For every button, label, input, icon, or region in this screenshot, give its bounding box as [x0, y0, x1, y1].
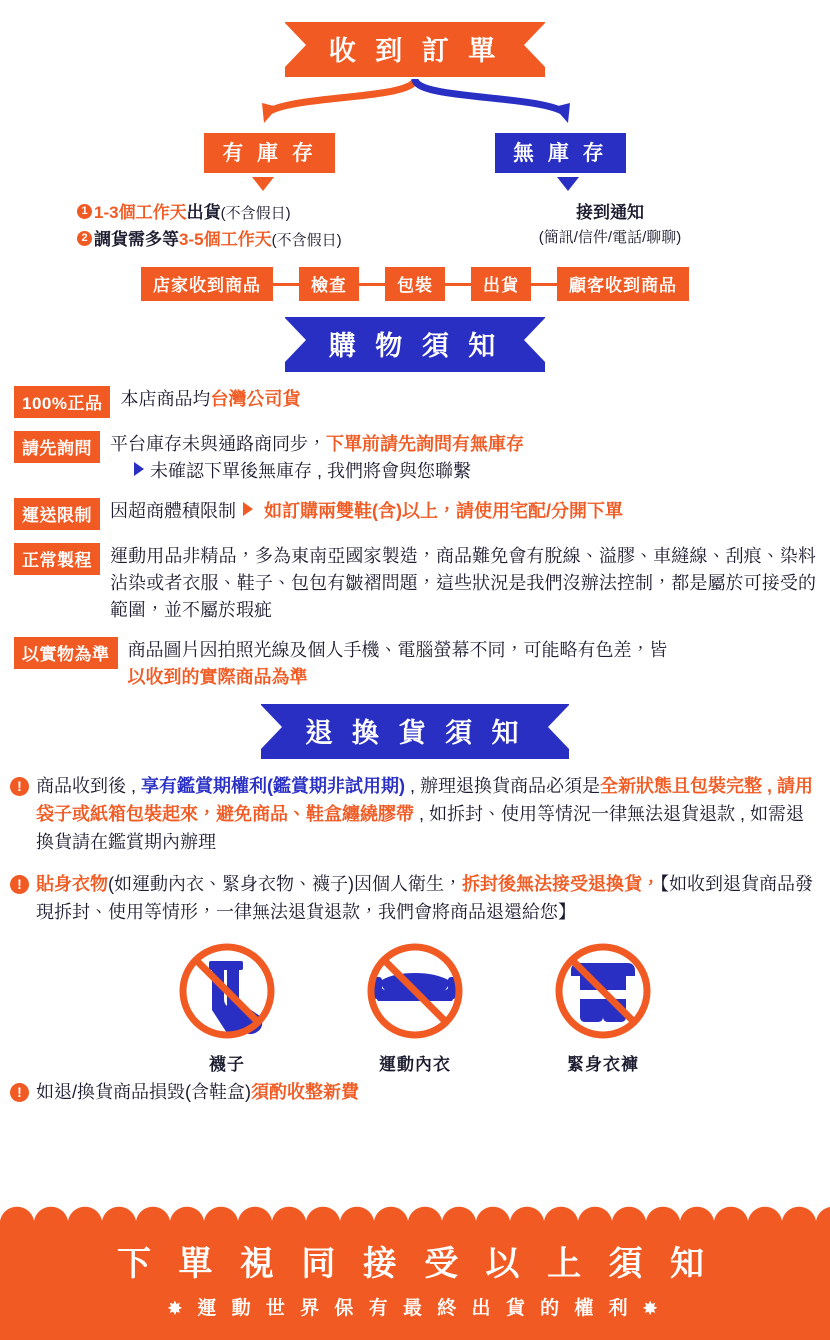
return-item-damage-fee — [0, 1079, 830, 1107]
exclamation-icon-3: ! — [10, 1083, 29, 1102]
cool-seg-2: 享有鑑賞期權利(鑑賞期非試用期) — [141, 776, 406, 797]
intimate-seg-1: 貼身衣物 — [36, 874, 108, 895]
flow-down-arrows — [0, 177, 830, 191]
prohibited-sports-bra — [340, 941, 490, 1075]
no-socks-icon — [152, 941, 302, 1041]
footer-banner — [0, 1222, 830, 1340]
footer-line-1: 下 單 視 同 接 受 以 上 須 知 — [116, 1245, 714, 1283]
badge-1: 1 — [77, 204, 92, 219]
prohibited-sports-bra-caption: 運動內衣 — [379, 1054, 451, 1074]
down-arrow-right-wrap — [495, 177, 640, 191]
return-notice-list — [0, 773, 830, 1106]
arrow-down-orange-icon — [252, 177, 274, 191]
chain-step-5: 顧客收到商品 — [557, 267, 689, 301]
return-body-damage-fee — [36, 1079, 820, 1107]
intimate-seg-3: 拆封後無法接受退換貨， — [462, 874, 660, 895]
notice-body-authentic — [120, 386, 816, 413]
ask-first-plain: 平台庫存未與通路商同步， — [110, 434, 326, 455]
notice-label-ask-first: 請先詢問 — [14, 431, 100, 463]
footer-line-2-text: 運 動 世 界 保 有 最 終 出 貨 的 權 利 — [197, 1298, 633, 1320]
branch-arrow-svg — [0, 77, 830, 135]
footer-line-2 — [0, 1293, 830, 1320]
branch-in-stock-label: 有 庫 存 — [204, 133, 335, 173]
chain-connector-4 — [531, 283, 557, 286]
arrow-down-navy-icon — [557, 177, 579, 191]
notice-body-shipping-limit — [110, 498, 816, 525]
authentic-accent: 台灣公司貨 — [210, 389, 301, 410]
out-stock-line-1: 接到通知 — [576, 203, 644, 222]
shopping-notice-title: 購 物 須 知 — [285, 317, 546, 372]
return-notice-header — [0, 704, 830, 759]
branch-out-stock-label: 無 庫 存 — [495, 133, 626, 173]
notice-label-shipping-limit: 運送限制 — [14, 498, 100, 530]
authentic-plain: 本店商品均 — [120, 389, 211, 410]
fulfilment-chain — [0, 267, 830, 301]
notice-item-ask-first — [14, 431, 816, 485]
chain-step-4: 出貨 — [471, 267, 531, 301]
ask-first-line-1 — [110, 431, 816, 458]
flow-detail-row — [0, 199, 830, 253]
cool-seg-3: , 辦理退換貨商品必須是 — [405, 776, 601, 797]
in-stock-line-1 — [77, 199, 385, 226]
return-notice-title: 退 換 貨 須 知 — [261, 704, 568, 759]
exclamation-icon-2: ! — [10, 875, 29, 894]
transfer-holiday-note: (不含假日) — [271, 232, 342, 250]
in-stock-detail — [55, 199, 385, 253]
ask-first-line-2 — [132, 458, 816, 485]
notice-label-actual-product: 以實物為準 — [14, 637, 118, 669]
star-icon-left: ✸ — [167, 1299, 188, 1319]
notice-item-actual-product — [14, 637, 816, 691]
return-item-cooling-off — [0, 773, 830, 857]
prohibited-tights — [528, 941, 678, 1075]
return-body-intimate-wear — [36, 871, 820, 927]
chain-connector-2 — [359, 283, 385, 286]
shopping-notice-header — [0, 317, 830, 372]
down-arrow-left-wrap — [190, 177, 335, 191]
intimate-seg-4: 【如收到退貨商品發現拆封、使用等情形，一律無法退貨退款，我們會將商品退還給您】 — [36, 874, 813, 922]
actual-product-line-1: 商品圖片因拍照光線及個人手機、電腦螢幕不同，可能略有色差，皆 — [127, 640, 668, 661]
cool-seg-5: , 如拆封、使用等情況一律無法退貨退款 , 如需退換貨請在鑑賞期內辦理 — [36, 804, 805, 853]
shipping-limit-plain: 因超商體積限制 — [110, 501, 236, 522]
transfer-days: 3-5個工作天 — [179, 230, 272, 250]
shipping-limit-accent: 如訂購兩雙鞋(含)以上，請使用宅配/分開下單 — [264, 501, 624, 522]
chain-connector-1 — [273, 283, 299, 286]
notice-item-normal-process — [14, 543, 816, 624]
damage-fee-plain: 如退/換貨商品損毀(含鞋盒) — [36, 1081, 251, 1102]
actual-product-line-2: 以收到的實際商品為準 — [127, 667, 308, 688]
out-stock-detail — [445, 199, 775, 253]
out-stock-line-2: (簡訊/信件/電話/聊聊) — [538, 229, 682, 247]
in-stock-line-2 — [77, 226, 385, 253]
flow-branch-arrows — [0, 77, 830, 135]
no-sports-bra-icon — [340, 941, 490, 1041]
order-flow-chart — [0, 0, 830, 301]
return-item-intimate-wear — [0, 871, 830, 927]
cool-seg-1: 商品收到後 , — [36, 776, 142, 797]
ask-first-accent: 下單前請先詢問有無庫存 — [326, 434, 524, 455]
intimate-seg-2: (如運動內衣、緊身衣物、襪子)因個人衛生， — [108, 874, 462, 895]
flow-title-order-received: 收 到 訂 單 — [285, 22, 546, 77]
in-stock-ship: 出貨 — [186, 203, 221, 222]
in-stock-days: 1-3個工作天 — [94, 203, 187, 222]
notice-body-actual-product — [128, 637, 817, 691]
transfer-prefix: 調貨需多等 — [94, 230, 179, 250]
ask-first-sub: 未確認下單後無庫存 , 我們將會與您聯繫 — [150, 461, 472, 482]
star-icon-right: ✸ — [642, 1299, 663, 1319]
flow-top-row — [0, 22, 830, 77]
triangle-right-navy-icon — [134, 462, 144, 476]
chain-connector-3 — [445, 283, 471, 286]
notice-label-normal-process: 正常製程 — [14, 543, 100, 575]
prohibited-socks — [152, 941, 302, 1075]
badge-2: 2 — [77, 231, 92, 246]
chain-step-3: 包裝 — [385, 267, 445, 301]
notice-item-shipping-limit — [14, 498, 816, 530]
prohibited-socks-caption: 襪子 — [209, 1054, 245, 1074]
return-body-cooling-off — [36, 773, 820, 857]
notice-body-normal-process: 運動用品非精品，多為東南亞國家製造，商品難免會有脫線、溢膠、車縫線、刮痕、染料沾染或者衣服、鞋子、包包有皺褶問題，這些狀況是我們沒辦法控制，都是屬於可接受的範圍，並不屬於瑕疵 — [110, 546, 816, 621]
notice-item-authentic — [14, 386, 816, 418]
flow-branch-labels — [0, 133, 830, 173]
notice-body-ask-first — [110, 431, 816, 485]
prohibited-tights-caption: 緊身衣褲 — [567, 1054, 639, 1074]
cool-seg-4: 全新狀態且包裝完整 , 請用袋子或紙箱包裝起來，避免商品、鞋盒纏繞膠帶 — [36, 776, 814, 825]
exclamation-icon-1: ! — [10, 777, 29, 796]
chain-step-1: 店家收到商品 — [141, 267, 273, 301]
no-tights-icon — [528, 941, 678, 1041]
triangle-right-orange-icon — [243, 502, 253, 516]
damage-fee-accent: 須酌收整新費 — [251, 1081, 359, 1102]
prohibited-items-row — [0, 941, 830, 1075]
notice-label-authentic: 100%正品 — [14, 386, 110, 418]
in-stock-holiday-note: (不含假日) — [220, 205, 291, 222]
shopping-notice-list — [0, 386, 830, 691]
chain-step-2: 檢查 — [299, 267, 359, 301]
